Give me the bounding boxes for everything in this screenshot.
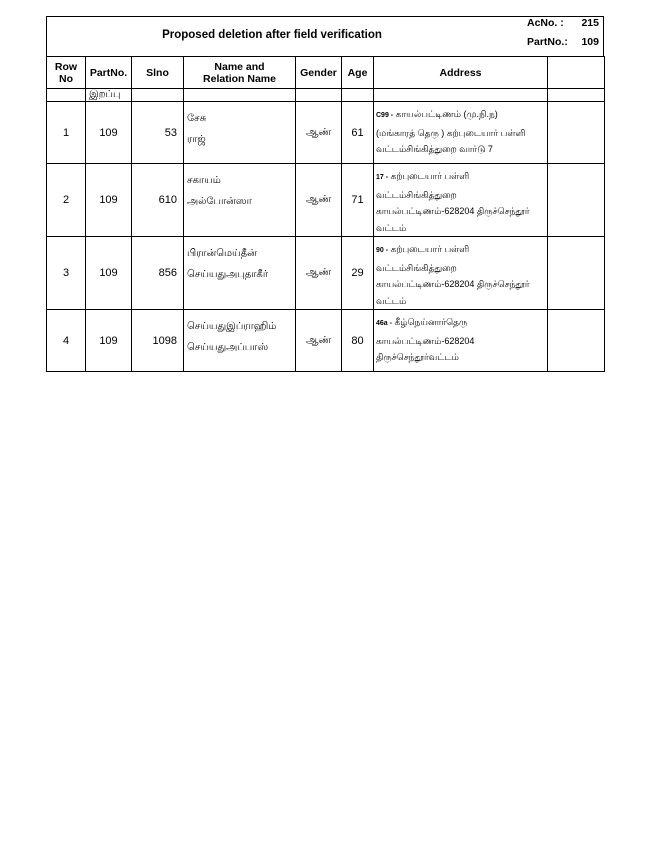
address-line: வட்டம் [376, 222, 407, 233]
table-row [47, 237, 605, 310]
col-address: Address [374, 57, 548, 89]
cell-name [184, 164, 296, 237]
report-title: Proposed deletion after field verification [162, 29, 382, 41]
address-line: கீழ்நெய்னார்தெரு [394, 317, 468, 327]
cell-row-no: 2 [47, 164, 86, 237]
cell-part-no: 109 [86, 102, 132, 164]
cell-gender: ஆண் [296, 237, 342, 310]
col-row-no: Row No [47, 57, 86, 89]
col-gender: Gender [296, 57, 342, 89]
address-line: திருச்செந்தூர்வட்டம் [376, 352, 459, 362]
section-label: இறப்பு [86, 89, 132, 102]
voter-name: செய்யதுஇப்ராஹிம் [187, 321, 277, 332]
address-line: (மங்காரத் தெரு ) கற்புடையார் பள்ளி [376, 127, 526, 138]
cell-row-no: 4 [47, 310, 86, 372]
voter-name: சேசு [187, 113, 207, 124]
address-line: காயல்பட்டிணம்-628204 [376, 335, 475, 346]
address-line: வட்டம்சிங்கித்துறை வார்டு 7 [376, 144, 493, 154]
cell-address [374, 237, 548, 310]
cell-age: 80 [342, 310, 374, 372]
cell-extra [548, 237, 605, 310]
partno-value: 109 [581, 36, 599, 48]
cell-part-no: 109 [86, 237, 132, 310]
cell-extra [548, 310, 605, 372]
cell-extra [548, 102, 605, 164]
voter-name: பிரான்மெய்தீன் [187, 248, 257, 259]
report-header [46, 16, 604, 56]
table-row [47, 310, 605, 372]
col-age: Age [342, 57, 374, 89]
cell-gender: ஆண் [296, 310, 342, 372]
voter-name: சகாயம் [187, 175, 221, 186]
address-line: காயல்பட்டிணம்-628204 திருச்செந்தூர் [376, 206, 530, 216]
cell-address [374, 164, 548, 237]
cell-sl-no: 1098 [132, 310, 184, 372]
house-no: 90 - [376, 247, 389, 254]
cell-row-no: 1 [47, 102, 86, 164]
address-line: காயல்பட்டிணம்-628204 திருச்செந்தூர் [376, 279, 530, 289]
section-row [47, 89, 605, 102]
col-name-line1: Name and [214, 60, 265, 73]
address-line: வட்டம் [376, 295, 407, 306]
cell-extra [548, 164, 605, 237]
house-no: C99 - [376, 112, 394, 119]
cell-age: 71 [342, 164, 374, 237]
cell-sl-no: 856 [132, 237, 184, 310]
col-sl-no: Slno [132, 57, 184, 89]
address-line: வட்டம்சிங்கித்துறை [376, 262, 457, 273]
relation-name: செய்யதுஅப்பாஸ் [187, 342, 269, 353]
address-line: வட்டம்சிங்கித்துறை [376, 189, 457, 200]
cell-gender: ஆண் [296, 164, 342, 237]
table-row [47, 164, 605, 237]
col-name-line2: Relation Name [203, 72, 276, 85]
cell-name [184, 102, 296, 164]
table-row [47, 102, 605, 164]
cell-age: 61 [342, 102, 374, 164]
address-line: காயல்பட்டிணம் (மு.நி.ந) [395, 109, 498, 119]
address-line: கற்புடையார் பள்ளி [390, 171, 470, 181]
cell-name [184, 310, 296, 372]
cell-name [184, 237, 296, 310]
table-header-row [47, 57, 605, 89]
col-name [184, 57, 296, 89]
acno-label: AcNo. : [527, 17, 564, 29]
partno-label: PartNo.: [527, 36, 568, 48]
relation-name: செய்யதுஅபுதாகீர் [187, 269, 269, 280]
address-line: கற்புடையார் பள்ளி [390, 244, 470, 254]
cell-part-no: 109 [86, 310, 132, 372]
col-part-no: PartNo. [86, 57, 132, 89]
cell-age: 29 [342, 237, 374, 310]
col-extra [548, 57, 605, 89]
relation-name: ராஜ் [187, 134, 206, 145]
cell-part-no: 109 [86, 164, 132, 237]
house-no: 46a - [376, 320, 392, 327]
deletion-table [46, 56, 605, 372]
cell-row-no: 3 [47, 237, 86, 310]
cell-sl-no: 53 [132, 102, 184, 164]
cell-address [374, 310, 548, 372]
house-no: 17 - [376, 174, 389, 181]
cell-address [374, 102, 548, 164]
cell-sl-no: 610 [132, 164, 184, 237]
cell-gender: ஆண் [296, 102, 342, 164]
relation-name: அல்போன்ஸா [187, 196, 252, 207]
acno-value: 215 [581, 17, 599, 29]
